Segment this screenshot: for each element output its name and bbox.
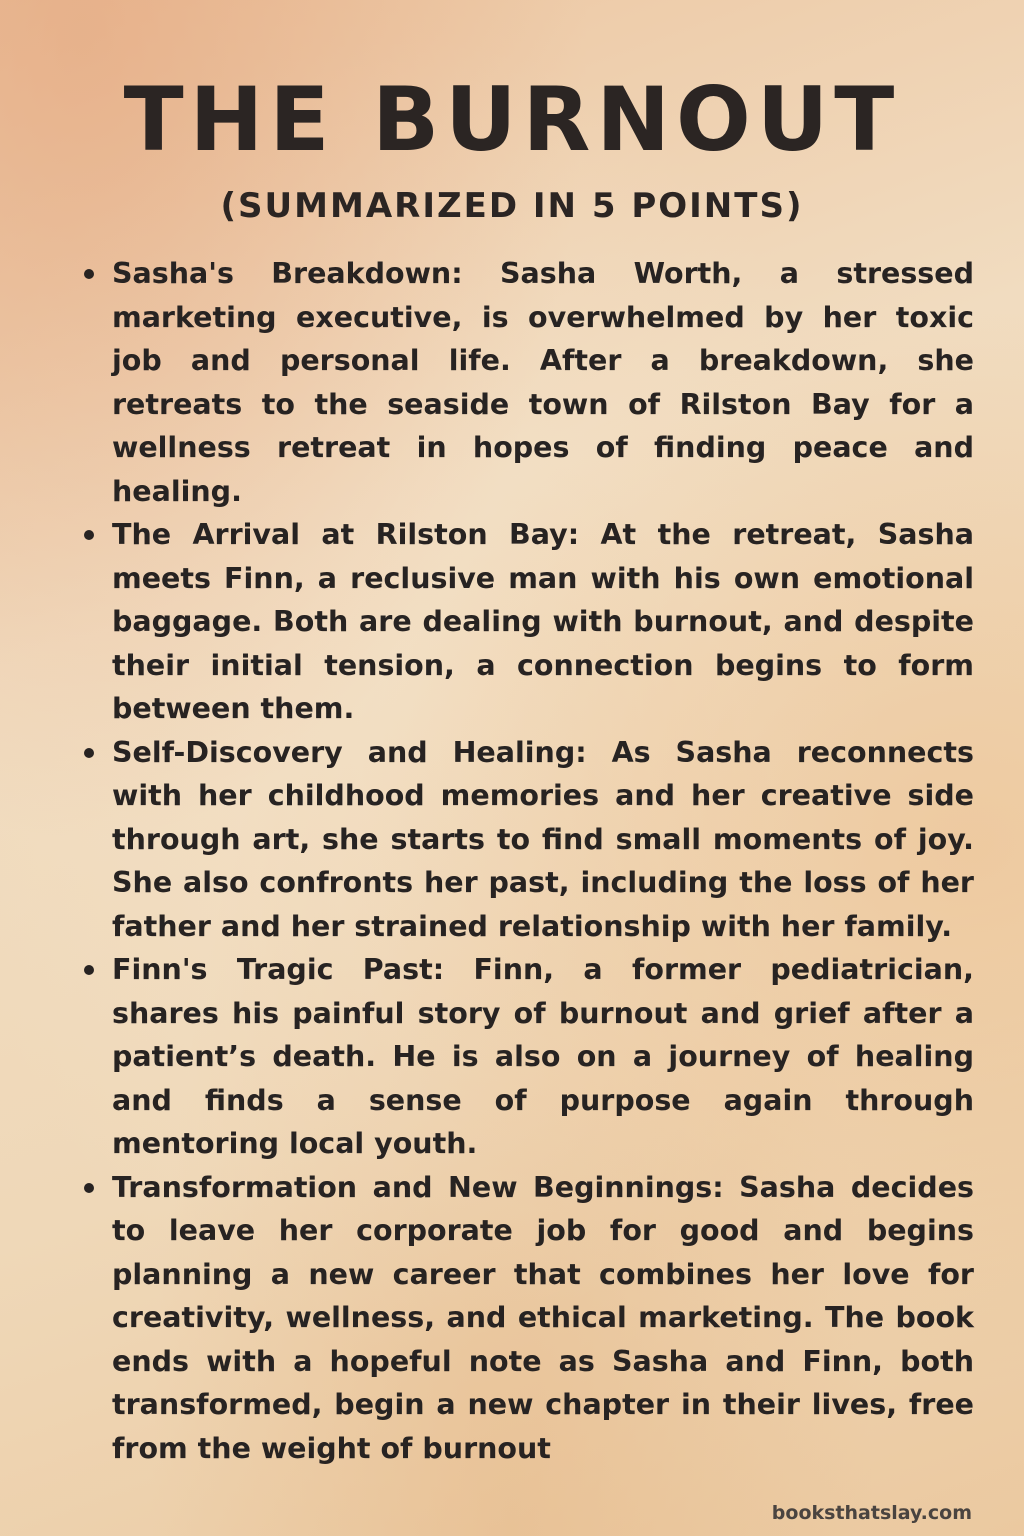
summary-point-2 [80, 513, 974, 731]
bullet-icon [84, 530, 94, 540]
summary-point-4 [80, 948, 974, 1166]
bullet-icon [84, 1183, 94, 1193]
summary-points-list [80, 252, 974, 1470]
bullet-icon [84, 269, 94, 279]
summary-point-text: Self-Discovery and Healing: As Sasha reconnects with her childhood memories and her creative side through art, she starts to find small moments of joy. She also confronts her past, including the loss of her father and her strained relationship with her family. [112, 735, 974, 943]
summary-point-text: Sasha's Breakdown: Sasha Worth, a stressed marketing executive, is overwhelmed by her toxic job and personal life. After a breakdown, she retreats to the seaside town of Rilston Bay for a wellness retreat in hopes of finding peace and healing. [112, 257, 974, 508]
page-title: THE BURNOUT [123, 68, 901, 171]
summary-point-text: The Arrival at Rilston Bay: At the retreat, Sasha meets Finn, a reclusive man with his own emotional baggage. Both are dealing with burnout, and despite their initial tension, a connection begins to form between them. [112, 518, 974, 725]
summary-point-5 [80, 1166, 974, 1471]
bullet-icon [84, 748, 94, 758]
summary-point-3 [80, 731, 974, 949]
summary-point-text: Transformation and New Beginnings: Sasha decides to leave her corporate job for good and begins planning a new career that combines her love for creativity, wellness, and ethical marketing. The book ends with a hopeful note as Sasha and Finn, both transformed, begin a new chapter in their lives, free from the weight of burnout [112, 1170, 974, 1465]
bullet-icon [84, 965, 94, 975]
summary-point-1 [80, 252, 974, 513]
summary-point-text: Finn's Tragic Past: Finn, a former pediatrician, shares his painful story of burnout and grief after a patient’s death. He is also on a journey of healing and finds a sense of purpose again through mentoring local youth. [112, 953, 974, 1160]
page-subtitle: (SUMMARIZED IN 5 POINTS) [220, 186, 804, 226]
website-credit: booksthatslay.com [771, 1502, 972, 1524]
